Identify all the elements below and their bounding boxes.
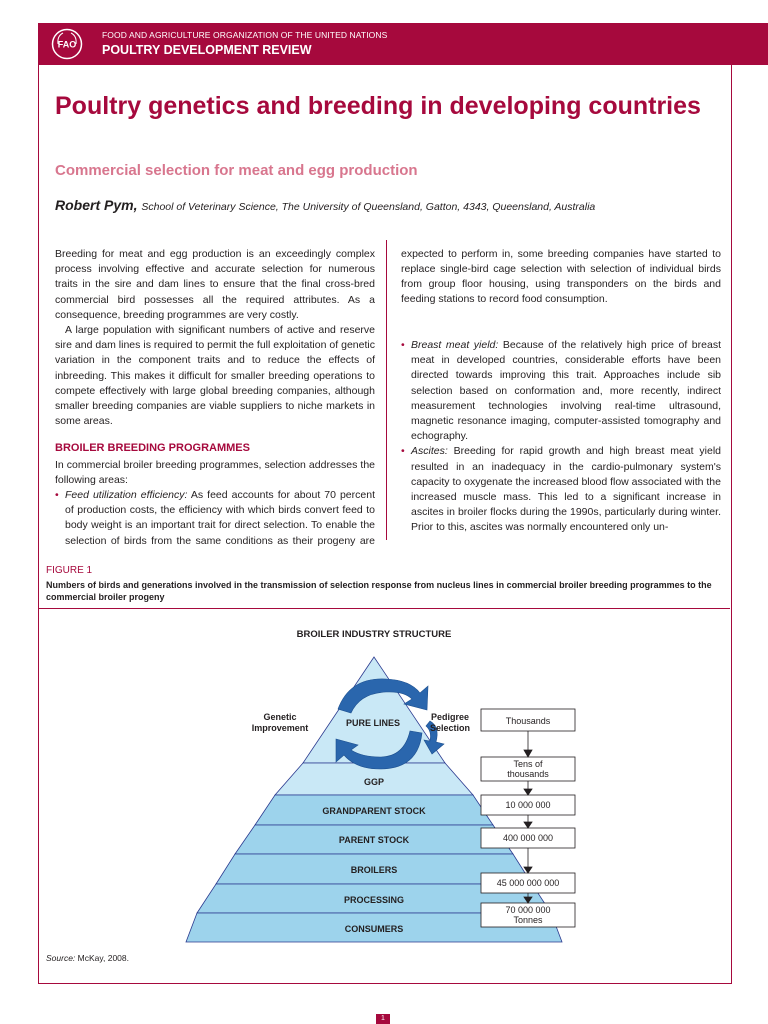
count-processing-1: 70 000 000 [505,905,551,915]
bullet-continuation-window [401,247,721,338]
bullet-text: expected to perform in, some breeding companies have started to replace single-bird cage selection with selection of individual birds from group floor housing, using transponders on the birds and feeding stations to record food consumption. [401,247,721,306]
pedigree-label-2: Selection [429,723,471,733]
broilers-label: BROILERS [350,865,398,875]
bullet-dot: • [55,489,59,502]
bullet-text: As feed accounts for about 70 percent of production costs, the efficiency with which birds convert feed to body weight is an important trait for direct selection. To enable the selection of birds from the same conditions as their progeny are [65,489,375,547]
parent-stock-label: PARENT STOCK [338,835,410,845]
page-number: 1 [376,1014,390,1024]
column-divider [386,240,387,540]
processing-label: PROCESSING [343,895,405,905]
article-subtitle: Commercial selection for meat and egg production [55,162,418,179]
figure-caption: Numbers of birds and generations involved in the transmission of selection response from nucleus lines in commercial broiler breeding programmes to the commercial broiler progeny [46,580,712,602]
grandparent-stock-label: GRANDPARENT STOCK [322,806,426,816]
bullet-ascites [401,444,721,535]
pedigree-label-1: Pedigree [430,712,470,722]
series-name: POULTRY DEVELOPMENT REVIEW [102,43,312,57]
paragraph-areas: In commercial broiler breeding programmes, selection addresses the following areas: [55,458,375,486]
fao-logo-text: FAO [57,39,77,50]
broiler-structure-diagram [38,609,730,949]
bullet-feed-efficiency-continued [401,247,721,308]
source-label: Source: [46,953,76,963]
bullet-dot: • [401,445,405,458]
author-affiliation: School of Veterinary Science, The University of Queensland, Gatton, 4343, Queensland, Australia [141,201,596,213]
pyramid-level-pure-lines [303,657,445,763]
consumers-label: CONSUMERS [344,924,404,934]
genetic-label-1: Genetic [263,712,297,722]
author-name: Robert Pym, [55,197,138,213]
fao-logo [51,28,83,60]
figure-label: FIGURE 1 [46,565,93,576]
count-parent: 400 000 000 [502,833,554,843]
count-ggp-1: Tens of [513,759,543,769]
org-name: FOOD AND AGRICULTURE ORGANIZATION OF THE UNITED NATIONS [102,30,388,40]
header-bar [38,23,768,65]
connector-4-head [524,867,532,873]
count-grandparent: 10 000 000 [505,800,551,810]
paragraph-intro: Breeding for meat and egg production is an exceedingly complex process involving effective and accurate selection for numerous traits in the sire and dam lines to ensure that the final cross-bred commercial bird possesses all the required attributes. As a consequence, breeding programmes are very costly. [55,248,375,321]
byline [55,197,595,213]
connector-1-head [524,750,532,757]
left-column [55,247,375,548]
count-broilers: 45 000 000 000 [496,878,560,888]
section-heading: BROILER BREEDING PROGRAMMES [55,442,250,455]
ggp-label: GGP [363,777,385,787]
right-column [401,247,721,536]
paragraph-population: A large population with significant numbers of active and reserve sire and dam lines is required to permit the full exploitation of genetic variation in the component traits and to reduce the effects of inbreeding. This makes it difficult for smaller breeding operations to compete effectively with large global breeding companies, although smaller breeding companies are viable suppliers to niche markets in some areas. [55,324,375,428]
bullet-feed-efficiency [55,488,375,548]
bullet-breast-meat [401,338,721,444]
connector-3-head [524,822,532,828]
pure-lines-label: PURE LINES [345,718,401,728]
bullet-lead: Ascites: [411,445,448,458]
bullet-lead: Feed utilization efficiency: [65,489,188,502]
bullet-dot: • [401,339,405,351]
bullet-text: Breeding for rapid growth and high breast meat yield resulted in an inadequacy in the cardio-pulmonary system's capacity to oxygenate the increased blood flow associated with the increased muscle mass. This led to a significant increase in ascites in broiler flocks during the 1990s, particularly during winter. Prior to this, ascites was normally encountered only un- [411,445,721,534]
genetic-label-2: Improvement [251,723,309,733]
bullet-text: Because of the relatively high price of breast meat in developed countries, considerable efforts have been directed towards improving this trait. Approaches include sib selection based on conformation and, more recently, indirect measurement technologies involving real-time ultrasound, magnetic resonance imaging, computer-assisted tomography and echography. [411,339,721,443]
count-ggp-2: thousands [507,769,549,779]
count-processing-2: Tonnes [513,915,543,925]
figure-source [46,953,129,963]
diagram-title: BROILER INDUSTRY STRUCTURE [296,629,452,640]
connector-2-head [524,789,532,795]
count-pure-lines: Thousands [505,716,551,726]
bullet-lead: Breast meat yield: [411,339,499,351]
article-title: Poultry genetics and breeding in developing countries [55,92,701,120]
source-text: McKay, 2008. [75,953,129,963]
